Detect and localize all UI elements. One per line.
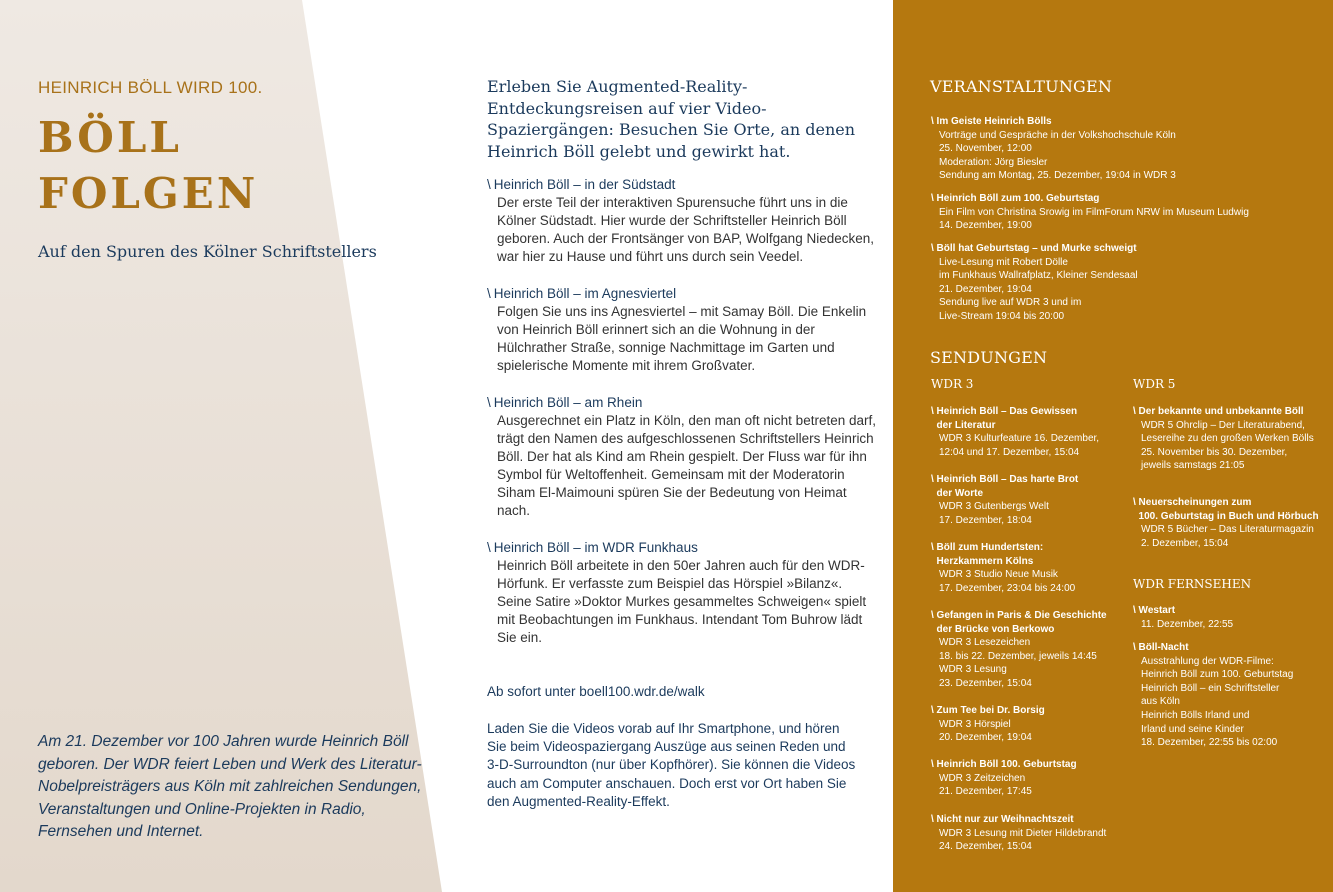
schedule-line: Live-Lesung mit Robert Dölle [939,256,1068,268]
schedule-line: Vorträge und Gespräche in der Volkshochschule Köln [939,129,1176,141]
schedule-line: Moderation: Jörg Biesler [939,156,1048,168]
schedule-title: \ Zum Tee bei Dr. Borsig [931,705,1045,716]
wdr3-label: WDR 3 [931,377,974,391]
subtitle: Auf den Spuren des Kölner Schriftstellers [38,242,377,261]
schedule-line: Ausstrahlung der WDR-Filme: [1141,655,1274,667]
lead-text: Erleben Sie Augmented-Reality-Entdeckungsreisen auf vier Video-Spaziergängen: Besuchen Sie Orte, an denen Heinrich Böll gelebt und gewirkt hat. [487,77,856,161]
walk-text: Ausgerechnet ein Platz in Köln, den man oft nicht betreten darf, trägt den Namen des aufgeschlossenen Schriftstellers Heinrich Böll. Der hat als Kind am Rhein gespielt. Der Fluss war für ihn Symbol für Weltoffenheit. Gemeinsam mit der Moderatorin Siham El-Maimouni spüren Sie der Bedeutung von Heimat nach. [497,413,876,518]
schedule-line: Sendung live auf WDR 3 und im [939,297,1082,309]
schedule-title: \ Neuerscheinungen zum 100. Geburtstag in Buch und Hörbuch [1133,497,1319,522]
schedule-line: WDR 3 Studio Neue Musik [939,569,1058,581]
schedule-line: Lesereihe zu den großen Werken Bölls [1141,433,1314,445]
schedule-line: WDR 3 Lesung [939,664,1007,676]
walk-text: Der erste Teil der interaktiven Spurensuche führt uns in die Kölner Südstadt. Hier wurde der Schriftsteller Heinrich Böll geboren. Auch der Frontsänger von BAP, Wolfgang Niedecken, war hier zu Hause und führt uns durch sein Veedel. [497,195,874,264]
schedule-title: \ Der bekannte und unbekannte Böll [1133,406,1304,417]
schedule-entry [1133,641,1328,750]
schedule-entry [931,192,1321,233]
schedule-line: 12:04 und 17. Dezember, 15:04 [939,446,1080,458]
page-title [38,110,258,222]
schedule-line: 17. Dezember, 23:04 bis 24:00 [939,582,1076,594]
schedule-line: WDR 5 Bücher – Das Literaturmagazin [1141,524,1314,536]
schedule-line: Heinrich Böll – ein Schriftsteller [1141,682,1280,694]
schedule-line: 20. Dezember, 19:04 [939,732,1032,744]
schedule-line: 18. Dezember, 22:55 bis 02:00 [1141,737,1278,749]
schedule-title: \ Nicht nur zur Weihnachtszeit [931,814,1074,825]
schedule-line: WDR 3 Zeitzeichen [939,772,1026,784]
schedule-entry [931,704,1126,745]
wdr5-label: WDR 5 [1133,377,1176,391]
schedule-line: WDR 3 Kulturfeature 16. Dezember, [939,433,1100,445]
schedule-entry [931,242,1321,324]
schedule-line: Live-Stream 19:04 bis 20:00 [939,310,1065,322]
schedule-line: aus Köln [1141,696,1180,708]
kicker: HEINRICH BÖLL WIRD 100. [38,78,263,97]
schedule-line: Irland und seine Kinder [1141,723,1244,735]
schedule-line: 2. Dezember, 15:04 [1141,537,1229,549]
schedule-entry [1133,496,1328,550]
walk-title: Heinrich Böll – im WDR Funkhaus [493,540,698,555]
schedule-title: \ Böll-Nacht [1133,642,1189,653]
walk-title: Heinrich Böll – im Agnesviertel [493,286,677,301]
schedule-title: \ Heinrich Böll zum 100. Geburtstag [931,193,1100,204]
schedule-entry [1133,604,1328,631]
title-line-1: BÖLL [38,113,182,162]
schedule-line: 11. Dezember, 22:55 [1141,618,1234,630]
walk-item: \ Heinrich Böll – am Rhein Ausgerechnet ein Platz in Köln, den man oft nicht betreten darf, trägt den Namen des aufgeschlossenen Schriftstellers Heinrich Böll. Der hat als Kind am Rhein gespielt. Der Fluss war für ihn Symbol für Weltoffenheit. Gemeinsam mit der Moderatorin Siham El-Maimouni spüren Sie der Bedeutung von Heimat nach. [487,395,876,518]
schedule-entry [931,473,1126,527]
schedule-title: \ Westart [1133,605,1176,616]
schedule-line: Ein Film von Christina Srowig im FilmForum NRW im Museum Ludwig [939,206,1249,218]
schedule-title: \ Gefangen in Paris & Die Geschichte der Brücke von Berkowo [931,610,1107,635]
walk-link[interactable]: Ab sofort unter boell100.wdr.de/walk [487,684,705,699]
schedule-entry [931,758,1126,799]
walk-text: Folgen Sie uns ins Agnesviertel – mit Samay Böll. Die Enkelin von Heinrich Böll erinnert sich an die Wohnung in der Hülchrather Straße, sonnige Nachmittage im Garten und spielerische Momente mit ihrem Großvater. [497,304,867,373]
schedule-line: jeweils samstags 21:05 [1141,460,1245,472]
schedule-line: WDR 3 Gutenbergs Welt [939,501,1049,513]
schedule-line: Heinrich Bölls Irland und [1141,709,1250,721]
events-heading: VERANSTALTUNGEN [930,77,1113,96]
schedule-line: WDR 5 Ohrclip – Der Literaturabend, [1141,419,1305,431]
schedule-line: Heinrich Böll zum 100. Geburtstag [1141,669,1294,681]
walk-title: Heinrich Böll – in der Südstadt [493,177,676,192]
schedule-line: 23. Dezember, 15:04 [939,677,1032,689]
schedule-title: \ Böll hat Geburtstag – und Murke schweigt [931,243,1137,254]
walk-item: \ Heinrich Böll – in der Südstadt Der erste Teil der interaktiven Spurensuche führt uns in die Kölner Südstadt. Hier wurde der Schriftsteller Heinrich Böll geboren. Auch der Frontsänger von BAP, Wolfgang Niedecken, war hier zu Hause und führt uns durch sein Veedel. [487,176,877,266]
schedule-line: 17. Dezember, 18:04 [939,514,1032,526]
schedule-line: 18. bis 22. Dezember, jeweils 14:45 [939,650,1097,662]
schedule-entry [931,405,1126,459]
schedule-entry [931,609,1126,691]
broadcasts-heading: SENDUNGEN [930,348,1048,367]
schedule-title: \ Heinrich Böll 100. Geburtstag [931,759,1077,770]
schedule-line: 25. November, 12:00 [939,143,1032,155]
schedule-title: \ Heinrich Böll – Das Gewissen der Literatur [931,406,1078,431]
title-line-2: FOLGEN [38,169,259,218]
schedule-line: 21. Dezember, 17:45 [939,786,1032,798]
walk-item: \ Heinrich Böll – im WDR Funkhaus Heinrich Böll arbeitete in den 50er Jahren auch für den WDR-Hörfunk. Er verfasste zum Beispiel das Hörspiel »Bilanz«. Seine Satire »Doktor Murkes gesammeltes Schweigen« spielt mit Beobachtungen im Funkhaus. Intendant Tom Buhrow lädt Sie ein. [487,539,877,647]
schedule-entry [931,115,1321,183]
schedule-entry [931,813,1126,854]
schedule-title: \ Böll zum Hundertsten: Herzkammern Kölns [931,542,1044,567]
schedule-line: im Funkhaus Wallrafplatz, Kleiner Sendesaal [939,270,1138,282]
schedule-line: WDR 3 Hörspiel [939,718,1011,730]
schedule-title: \ Im Geiste Heinrich Bölls [931,116,1052,127]
walk-text: Heinrich Böll arbeitete in den 50er Jahren auch für den WDR-Hörfunk. Er verfasste zum Beispiel das Hörspiel »Bilanz«. Seine Satire »Doktor Murkes gesammeltes Schweigen« spielt mit Beobachtungen im Funkhaus. Intendant Tom Buhrow lädt Sie ein. [497,558,867,645]
schedule-line: WDR 3 Lesung mit Dieter Hildebrandt [939,827,1107,839]
tv-label: WDR FERNSEHEN [1133,577,1252,591]
schedule-line: WDR 3 Lesezeichen [939,637,1031,649]
schedule-line: 24. Dezember, 15:04 [939,841,1032,853]
schedule-entry [1133,405,1328,473]
schedule-line: Sendung am Montag, 25. Dezember, 19:04 in WDR 3 [939,170,1176,182]
intro-text: Am 21. Dezember vor 100 Jahren wurde Heinrich Böll geboren. Der WDR feiert Leben und Werk des Literatur-Nobelpreisträgers aus Köln mit zahlreichen Sendungen, Veranstaltungen und Online-Projekten in Radio, Fernsehen und Internet. [38,733,422,840]
schedule-entry [931,541,1126,595]
walk-title: Heinrich Böll – am Rhein [493,395,643,410]
walk-item: \ Heinrich Böll – im Agnesviertel Folgen Sie uns ins Agnesviertel – mit Samay Böll. Die Enkelin von Heinrich Böll erinnert sich an die Wohnung in der Hülchrather Straße, sonnige Nachmittage im Garten und spielerische Momente mit ihrem Großvater. [487,285,877,375]
schedule-line: 25. November bis 30. Dezember, [1141,446,1288,458]
schedule-title: \ Heinrich Böll – Das harte Brot der Worte [931,474,1079,499]
closing-text: Laden Sie die Videos vorab auf Ihr Smartphone, und hören Sie beim Videospaziergang Auszüge aus seinen Reden und 3-D-Surroundton (nur über Kopfhörer). Sie können die Videos auch am Computer anschauen. Doch erst vor Ort haben Sie den Augmented-Reality-Effekt. [487,721,856,809]
schedule-line: 21. Dezember, 19:04 [939,283,1032,295]
schedule-line: 14. Dezember, 19:00 [939,220,1032,232]
